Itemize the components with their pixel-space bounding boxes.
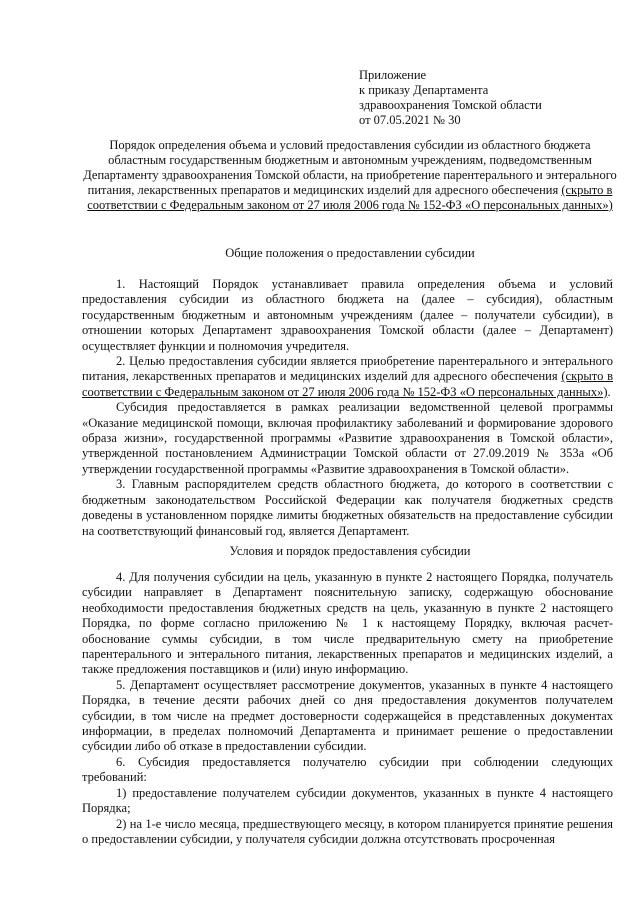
appendix-line-4: от 07.05.2021 № 30 xyxy=(359,113,461,127)
section-conditions-body xyxy=(82,570,613,847)
section-general-body xyxy=(82,277,613,539)
paragraph-3: 3. Главным распорядителем средств областного бюджета, до которого в соответствии с бюджетным законодательством Российской Федерации как получателя бюджетных средств доведены в установленном порядке лимиты бюджетных обязательств на предоставление субсидии на соответствующий финансовый год, является Департамент. xyxy=(82,477,613,538)
paragraph-6-item-2: 2) на 1-е число месяца, предшествующего месяцу, в котором планируется принятие решения о предоставлении субсидии, у получателя субсидии должна отсутствовать просроченная xyxy=(82,816,613,846)
paragraph-4: 4. Для получения субсидии на цель, указанную в пункте 2 настоящего Порядка, получатель субсидии направляет в Департамент пояснительную записку, содержащую обоснование необходимости предоставления бюджетных средств на цель, указанную в пункте 2 настоящего Порядка, по форме согласно приложению № 1 к настоящему Порядку, включая расчет-обоснование суммы субсидии, в том числе предварительную смету на приобретение парентерального и энтерального питания, лекарственных препаратов и медицинских изделий, а также предложения поставщиков и (или) иную информацию. xyxy=(82,570,613,677)
paragraph-6-item-1: 1) предоставление получателем субсидии документов, указанных в пункте 4 настоящего Порядка; xyxy=(82,785,613,816)
paragraph-2-subsidy-program: Субсидия предоставляется в рамках реализации ведомственной целевой программы «Оказание медицинской помощи, включая профилактику заболеваний и формирование здорового образа жизни», государственной программы «Развитие здравоохранения в Томской области», утвержденной постановлением Администрации Томской области от 27.09.2019 № 353а «Об утверждении государственной программы «Развитие здравоохранения в Томской области». xyxy=(82,400,613,476)
paragraph-2-redacted-link[interactable]: (скрыто в соответствии с Федеральным законом от 27 июля 2006 года № 152-ФЗ «О персональных данных») xyxy=(82,369,613,399)
paragraph-2-end: . xyxy=(607,384,611,399)
paragraph-1: 1. Настоящий Порядок устанавливает правила определения объема и условий предоставления субсидии из областного бюджета на (далее – субсидия), областным государственным бюджетным и автономным учреждениям (далее – получатели субсидии), в отношении которых Департамент здравоохранения Томской области (далее – Департамент) осуществляет функции и полномочия учредителя. xyxy=(82,277,613,353)
paragraph-5: 5. Департамент осуществляет рассмотрение документов, указанных в пункте 4 настоящего Порядка, в течение десяти рабочих дней со дня предоставления документов получателем субсидии, в том числе на предмет достоверности содержащейся в представленных документах информации, в пределах полномочий Департамента и принимает решение о предоставлении субсидии либо об отказе в предоставлении субсидии. xyxy=(82,677,613,754)
paragraph-2 xyxy=(82,354,613,400)
document-title-text: Порядок определения объема и условий предоставления субсидии из областного бюджета областным государственным бюджетным и автономным учреждениям, подведомственным Департаменту здравоохранения Томской области, на приобретение парентерального и энтерального питания, лекарственных препаратов и медицинских изделий для адресного обеспечения xyxy=(83,138,617,197)
appendix-line-1: Приложение xyxy=(359,68,427,82)
section-heading-conditions: Условия и порядок предоставления субсидии xyxy=(229,544,471,558)
document-title-redacted-link[interactable]: (скрыто в соответствии с Федеральным законом от 27 июля 2006 года № 152-ФЗ «О персональных данных») xyxy=(87,183,613,212)
appendix-line-2: к приказу Департамента xyxy=(359,83,489,97)
paragraph-2-text: 2. Целью предоставления субсидии является приобретение парентерального и энтерального питания, лекарственных препаратов и медицинских изделий для адресного обеспечения xyxy=(82,354,613,384)
appendix-line-3: здравоохранения Томской области xyxy=(359,98,542,112)
document-title xyxy=(82,138,618,213)
section-heading-general: Общие положения о предоставлении субсидии xyxy=(225,246,475,260)
appendix-header xyxy=(359,68,599,128)
paragraph-6: 6. Субсидия предоставляется получателю субсидии при соблюдении следующих требований: xyxy=(82,754,613,785)
